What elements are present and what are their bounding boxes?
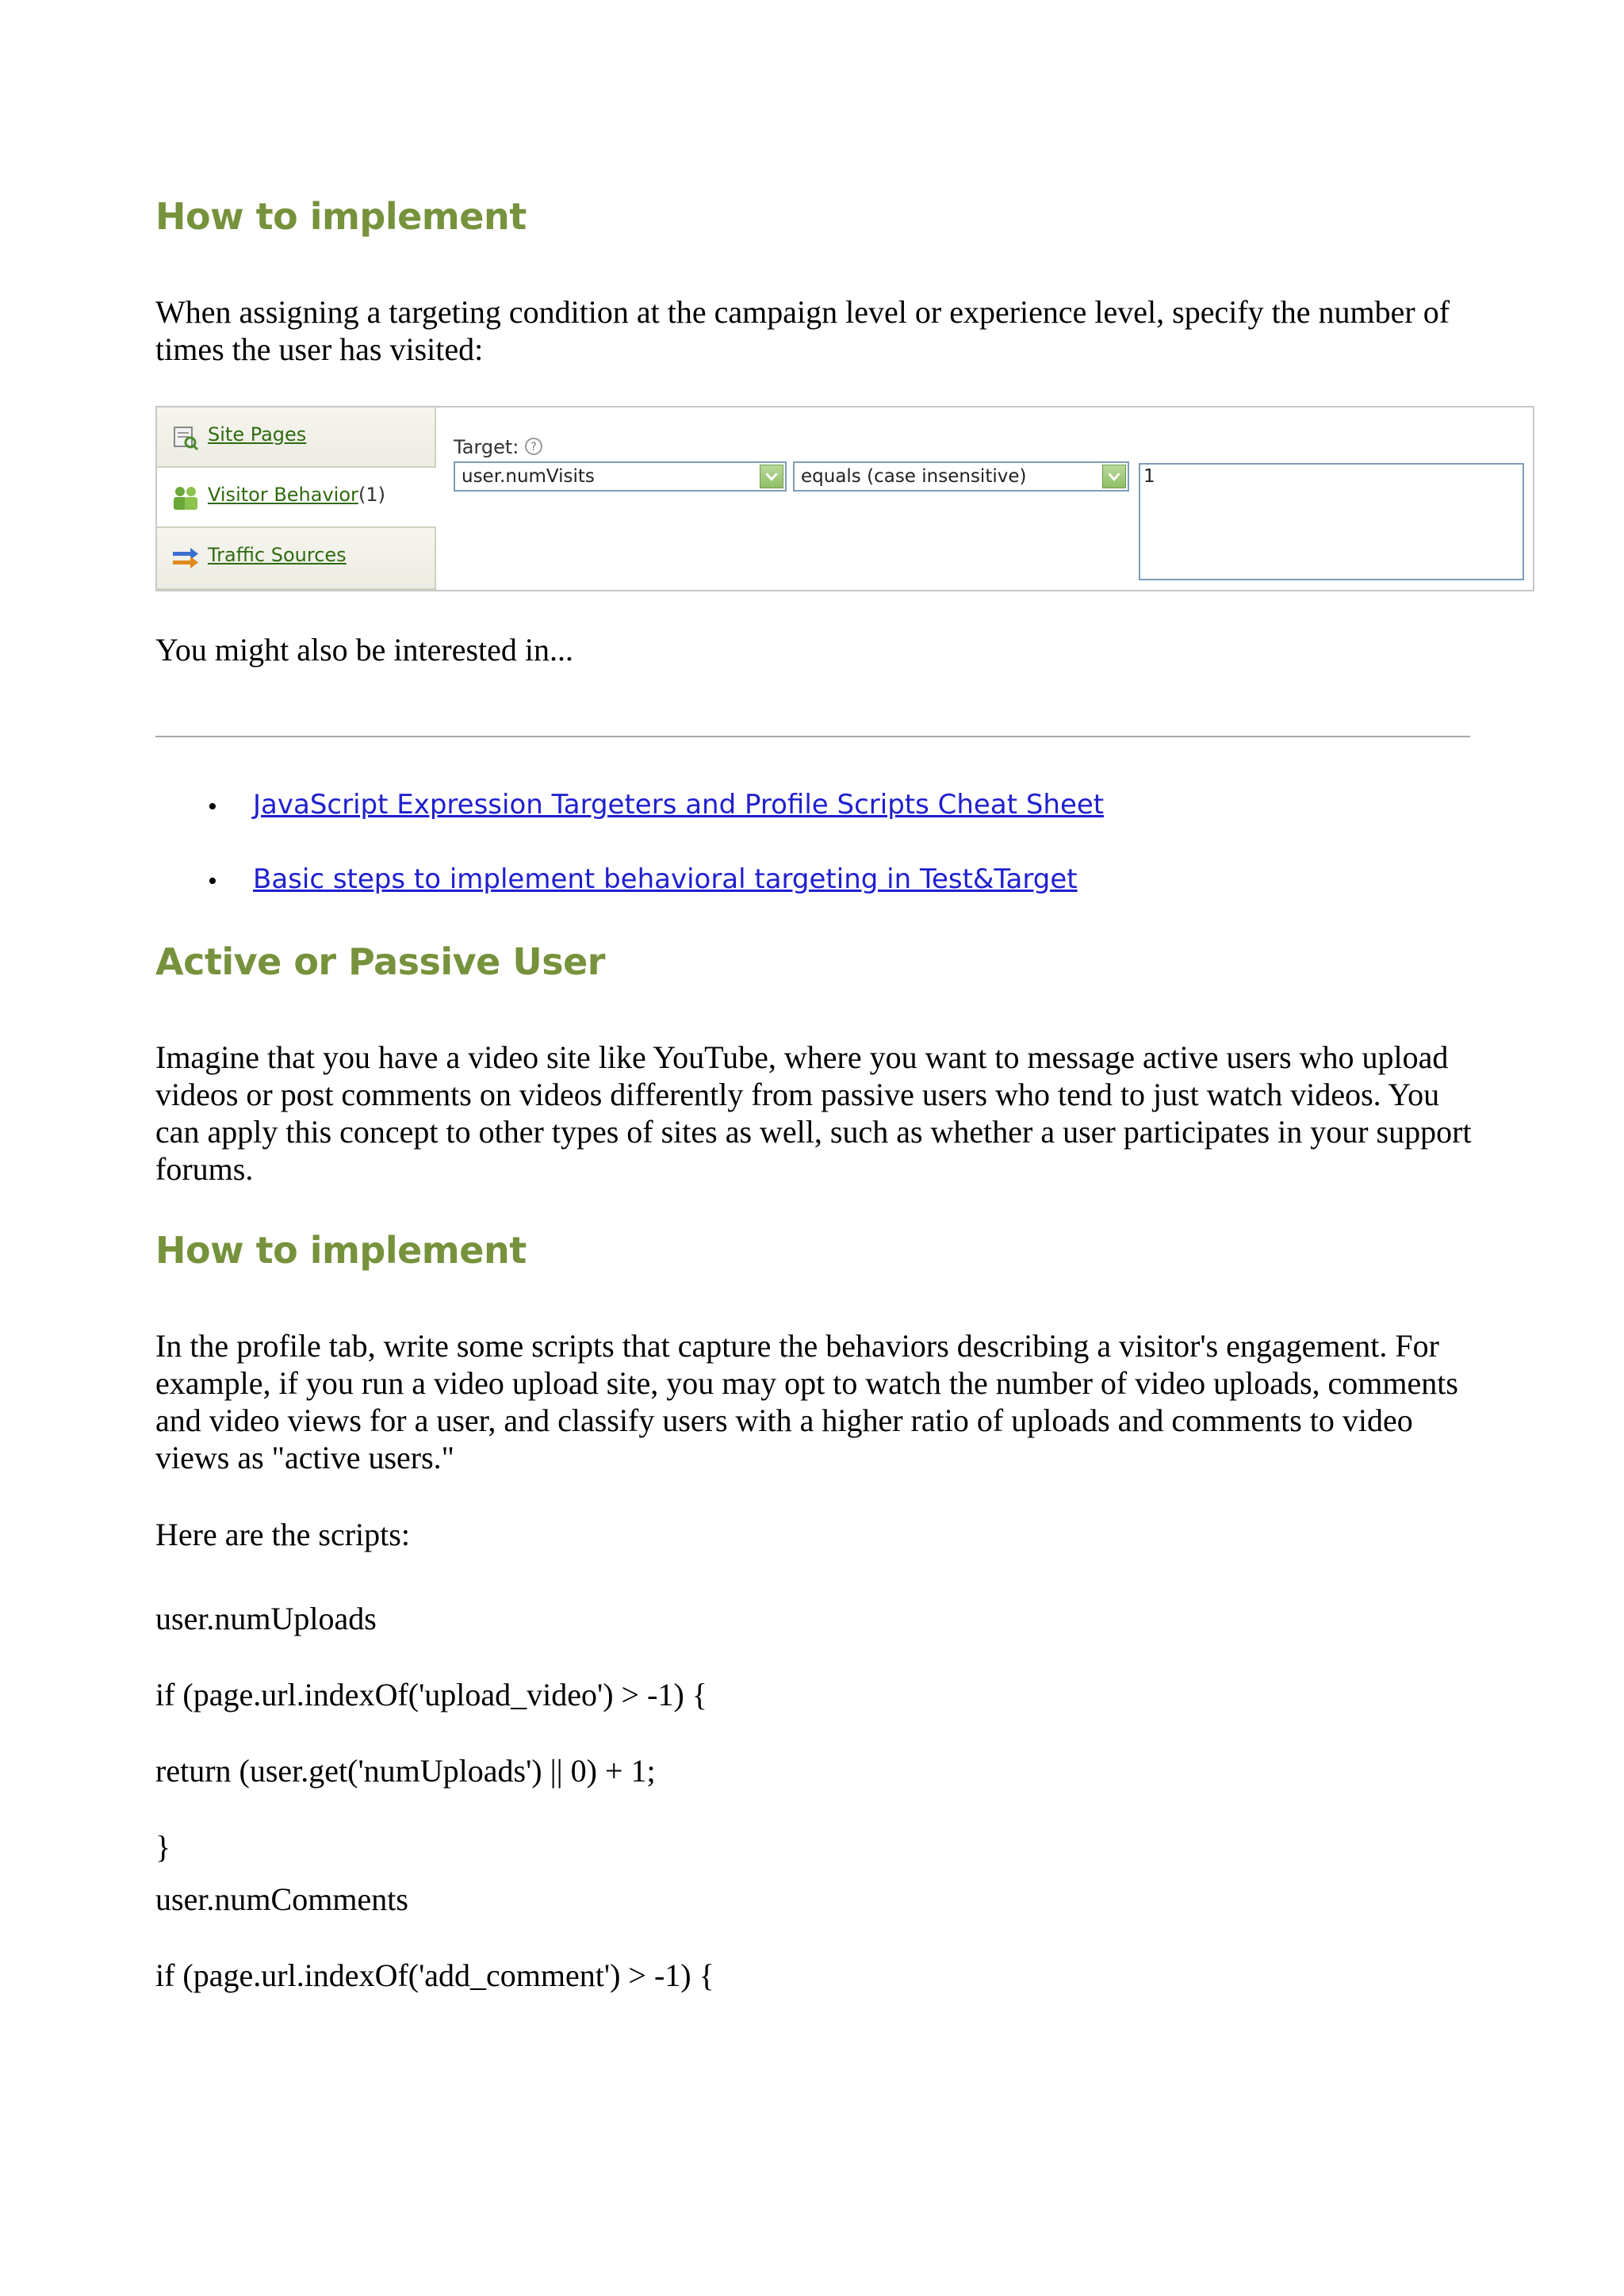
tab-site-pages[interactable] (157, 408, 436, 468)
svg-text:?: ? (530, 441, 537, 453)
visitor-behavior-icon (171, 485, 200, 511)
link-basic-steps[interactable]: Basic steps to implement behavioral targeting in Test&Target (253, 863, 1078, 895)
link-cheat-sheet[interactable]: JavaScript Expression Targeters and Profile Scripts Cheat Sheet (253, 789, 1105, 821)
traffic-sources-icon (171, 545, 200, 571)
section-heading-active-passive: Active or Passive User (155, 940, 605, 983)
divider (155, 736, 1470, 737)
code-line: user.numComments (155, 1881, 408, 1917)
interested-text: You might also be interested in... (155, 632, 574, 668)
code-line: user.numUploads (155, 1601, 377, 1636)
targeting-screenshot (155, 406, 1534, 591)
help-icon[interactable] (523, 436, 544, 457)
site-pages-icon (171, 425, 200, 450)
code-line: } (155, 1829, 171, 1865)
tab-traffic-sources-label: Traffic Sources (208, 544, 347, 566)
operator-select[interactable] (793, 461, 1129, 492)
target-select-value: user.numVisits (462, 466, 595, 487)
tab-visitor-behavior-label: Visitor Behavior (208, 484, 358, 506)
section-heading-how-to-implement-2: How to implement (155, 1229, 527, 1272)
chevron-down-icon (760, 465, 783, 488)
scripts-intro: Here are the scripts: (155, 1517, 410, 1552)
value-textarea[interactable]: 1 (1139, 463, 1524, 580)
tab-traffic-sources[interactable] (157, 528, 436, 590)
tab-site-pages-label: Site Pages (208, 423, 307, 446)
code-line: if (page.url.indexOf('add_comment') > -1) { (155, 1957, 714, 1993)
target-select[interactable] (454, 461, 787, 492)
bullet-1: • (208, 792, 217, 821)
visits-paragraph: When assigning a targeting condition at the campaign level or experience level, specify the number of times the user has visited: (155, 294, 1450, 367)
operator-select-value: equals (case insensitive) (801, 466, 1027, 487)
code-line: if (page.url.indexOf('upload_video') > -1) { (155, 1677, 707, 1712)
profile-tab-paragraph: In the profile tab, write some scripts that capture the behaviors describing a visitor's engagement. For example, if you run a video upload site, you may opt to watch the number of video uploads, comments and video views for a user, and classify users with a higher ratio of uploads and comments to video views as "active users." (155, 1328, 1458, 1475)
section-heading-how-to-implement: How to implement (155, 195, 527, 238)
active-passive-paragraph: Imagine that you have a video site like YouTube, where you want to message active users who upload videos or post comments on videos differently from passive users who tend to just watch videos. You can apply this concept to other types of sites as well, such as whether a user participates in your support forums. (155, 1039, 1472, 1187)
target-label: Target: (454, 436, 519, 458)
code-line: return (user.get('numUploads') || 0) + 1; (155, 1753, 656, 1789)
condition-tabs (157, 408, 436, 590)
tab-visitor-behavior-count: (1) (358, 484, 385, 506)
tab-visitor-behavior[interactable] (157, 468, 436, 528)
bullet-2: • (208, 867, 217, 896)
chevron-down-icon (1102, 465, 1126, 488)
